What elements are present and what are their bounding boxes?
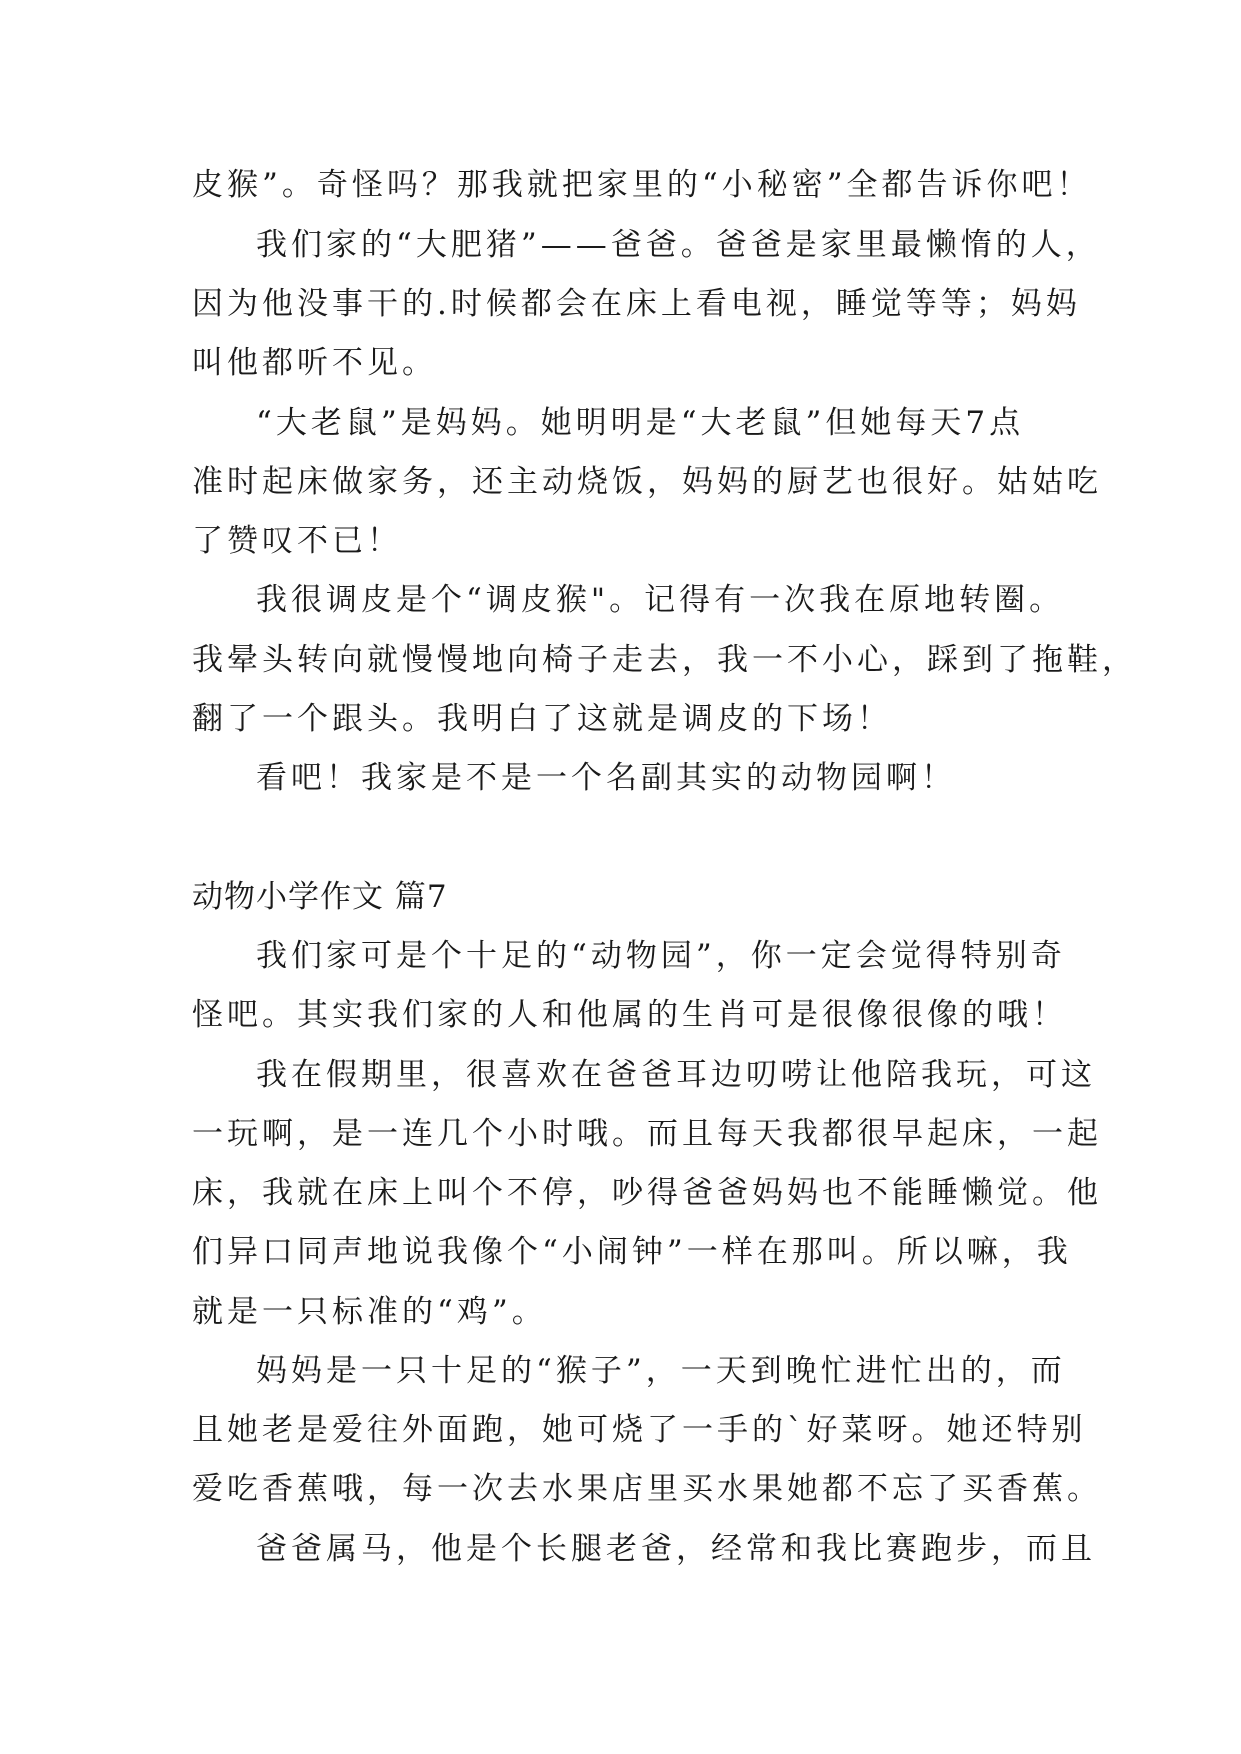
- text-line: 床，我就在床上叫个不停，吵得爸爸妈妈也不能睡懒觉。他: [192, 1175, 1102, 1211]
- text-line: 翻了一个跟头。我明白了这就是调皮的下场！: [192, 701, 892, 737]
- text-line: 且她老是爱往外面跑，她可烧了一手的`好菜呀。她还特别: [192, 1412, 1087, 1448]
- text-line: 爱吃香蕉哦，每一次去水果店里买水果她都不忘了买香蕉。: [192, 1471, 1102, 1507]
- text-line: 准时起床做家务，还主动烧饭，妈妈的厨艺也很好。姑姑吃: [192, 464, 1102, 500]
- text-line: 看吧！我家是不是一个名副其实的动物园啊！: [256, 760, 956, 796]
- text-line: 皮猴”。奇怪吗？那我就把家里的“小秘密”全都告诉你吧！: [192, 167, 1092, 203]
- text-line: 们异口同声地说我像个“小闹钟”一样在那叫。所以嘛，我: [192, 1234, 1072, 1270]
- text-line: 我们家的“大肥猪”——爸爸。爸爸是家里最懒惰的人，: [256, 227, 1101, 263]
- text-line: 爸爸属马，他是个长腿老爸，经常和我比赛跑步，而且: [256, 1531, 1096, 1567]
- text-line: 我们家可是个十足的“动物园”，你一定会觉得特别奇: [256, 938, 1066, 974]
- text-line: 因为他没事干的.时候都会在床上看电视，睡觉等等；妈妈: [192, 286, 1081, 322]
- text-line: 一玩啊，是一连几个小时哦。而且每天我都很早起床，一起: [192, 1116, 1102, 1152]
- text-line: 我晕头转向就慢慢地向椅子走去，我一不小心，踩到了拖鞋，: [192, 642, 1137, 678]
- text-line: 妈妈是一只十足的“猴子”，一天到晚忙进忙出的，而: [256, 1353, 1066, 1389]
- text-line: 我很调皮是个“调皮猴"。记得有一次我在原地转圈。: [256, 582, 1065, 618]
- section-heading: 动物小学作文 篇7: [192, 879, 448, 915]
- text-line: 了赞叹不已！: [192, 523, 402, 559]
- text-line: 叫他都听不见。: [192, 345, 437, 381]
- text-line: 就是一只标准的“鸡”。: [192, 1294, 547, 1330]
- text-line: “大老鼠”是妈妈。她明明是“大老鼠”但她每天7点: [256, 405, 1025, 441]
- text-line: 怪吧。其实我们家的人和他属的生肖可是很像很像的哦！: [192, 997, 1067, 1033]
- text-line: 我在假期里，很喜欢在爸爸耳边叨唠让他陪我玩，可这: [256, 1057, 1096, 1093]
